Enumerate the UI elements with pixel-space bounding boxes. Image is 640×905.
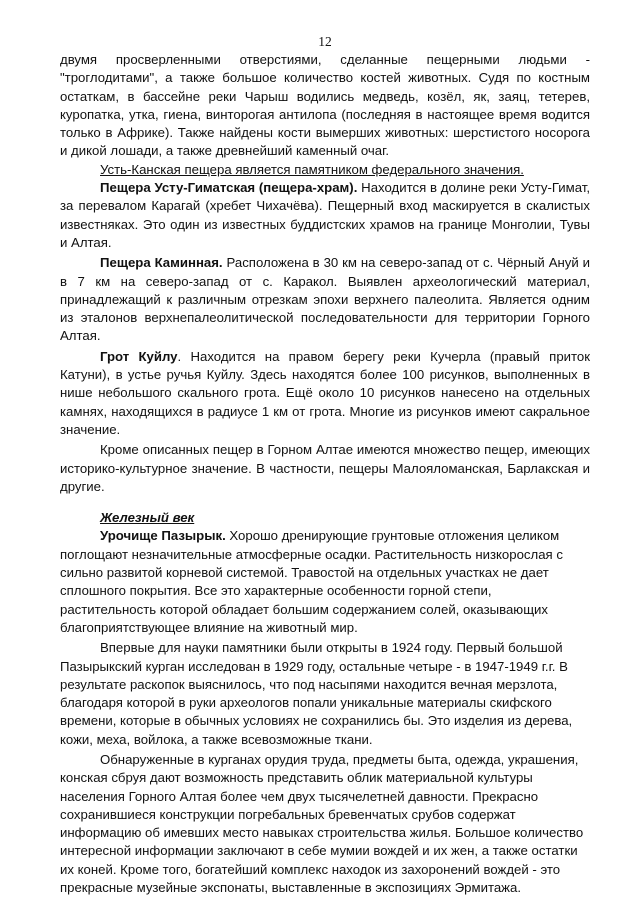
pazyryk-text: Хорошо дренирующие грунтовые отложения целиком поглощают незначительные атмосферные осадки. Растительность низкорослая с сильно развитой корневой системой. Травостой на отдельных участках не дает сплошного покрытия. Все это характерные особенности горной степи, растительность которой обладает большим содержанием солей, оказывающих благоприятствующее влияние на животный мир.	[60, 528, 563, 635]
section-heading-iron-age: Железный век	[100, 510, 195, 526]
pazyryk-title: Урочище Пазырык.	[100, 528, 226, 544]
ustu-gimat-cave-text: Находится в долине реки Усту-Гимат, за перевалом Карагай (хребет Чихачёва). Пещерный вход маскируется в скалистых известняках. Это один из известных буддистских храмов на границе Монголии, Тувы и Алтая.	[60, 180, 590, 250]
paragraph-kuylu-grotto	[60, 348, 590, 439]
paragraph-ustu-gimat-cave	[60, 179, 590, 252]
kaminnaya-cave-title: Пещера Каминная.	[100, 255, 223, 271]
page-number: 12	[318, 34, 332, 49]
paragraph-monument-status: Усть-Канская пещера является памятником федерального значения.	[100, 161, 524, 177]
kaminnaya-cave-text: Расположена в 30 км на северо-запад от с. Чёрный Ануй и в 7 км на северо-запад от с. Каракол. Выявлен археологический материал, принадлежащий к различным отрезкам эпохи верхнего палеолита. Является одним из эталонов верхнепалеолитической последовательности для территории Горного Алтая.	[60, 255, 590, 344]
paragraph-finds: Обнаруженные в курганах орудия труда, предметы быта, одежда, украшения, конская сбруя дают возможность представить облик материальной культуры населения Горного Алтая более чем двух тысячелетней давности. Прекрасно сохранившиеся конструкции погребальных бревенчатых срубов содержат информацию об имевших место навыках строительства жилья. Большое количество интересной информации заключают в себе мумии вождей и их жен, а также остатки их коней. Кроме того, богатейший комплекс находок из захоронений вождей - это прекрасные музейные экспонаты, выставленные в экспозициях Эрмитажа.	[60, 751, 584, 896]
kuylu-grotto-title: Грот Куйлу	[100, 348, 178, 364]
ustu-gimat-cave-title: Пещера Усту-Гиматская (пещера-храм).	[100, 180, 358, 196]
kuylu-grotto-text: . Находится на правом берегу реки Кучерла (правый приток Катуни), в устье ручья Куйлу. Здесь находятся более 100 рисунков, выполненных в нише небольшого скального грота. Ещё около 10 рисунков нанесено на отдельных камнях, находящихся в радиусе 1 км от грота. Многие из рисунков имеют сакральное значение.	[60, 348, 591, 437]
paragraph-discovery: Впервые для науки памятники были открыты в 1924 году. Первый большой Пазырыкский курган исследован в 1929 году, остальные четыре - в 1947-1949 г.г. В результате раскопок выяснилось, что под насыпями находится вечная мерзлота, благодаря которой в руки археологов попали уникальные материалы скифского времени, которые в обычных условиях не сохранились бы. Это изделия из дерева, кожи, меха, войлока, а также всевозможные ткани.	[60, 640, 573, 747]
paragraph-intro: двумя просверленными отверстиями, сделанные пещерными людьми - "троглодитами", а также большое количество костей животных. Судя по костным остаткам, в бассейне реки Чарыш водились медведь, козёл, як, заяц, тетерев, куропатка, утка, гиена, винторогая антилопа (последняя в настоящее время водится только в Африке). Также найдены кости вымерших животных: шерстистого носорога и дикой лошади, а также древнейший каменный очаг.	[60, 52, 590, 159]
paragraph-pazyryk	[60, 527, 590, 637]
paragraph-kaminnaya-cave	[60, 254, 590, 345]
paragraph-other-caves: Кроме описанных пещер в Горном Алтае имеются множество пещер, имеющих историко-культурное значение. В частности, пещеры Малояломанская, Барлакская и другие.	[60, 442, 590, 494]
document-page	[60, 34, 590, 897]
